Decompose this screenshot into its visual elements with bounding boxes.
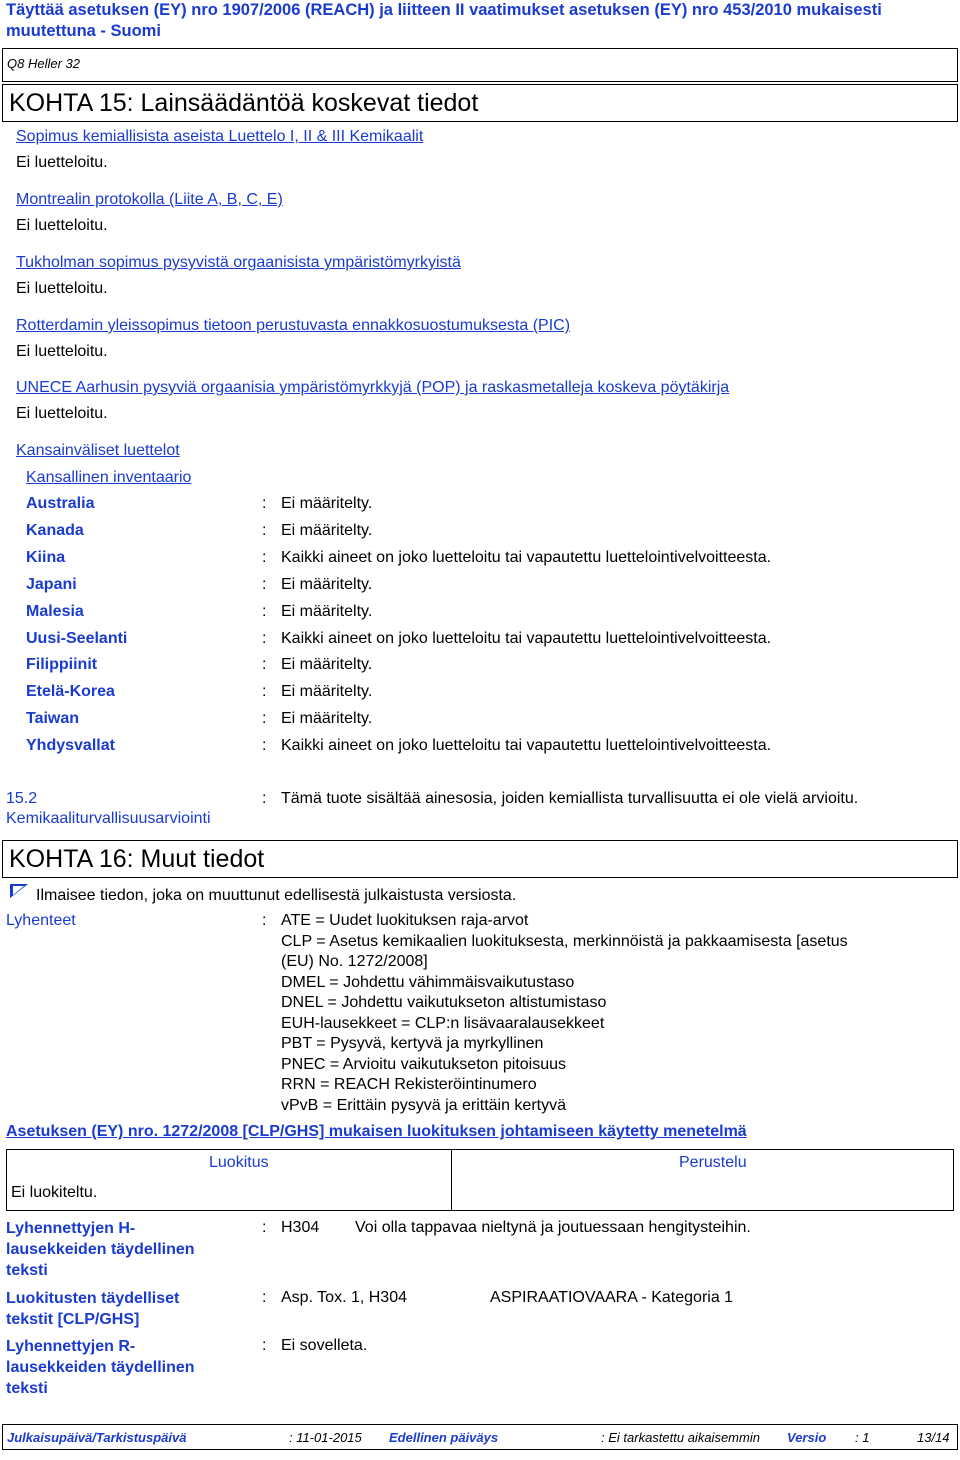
abbreviation-item: PNEC = Arvioitu vaikutukseton pitoisuus <box>281 1055 567 1073</box>
abbreviation-item: ATE = Uudet luokituksen raja-arvot <box>281 912 529 929</box>
product-name: Q8 Heller 32 <box>7 56 80 71</box>
convention-value-4: Ei luetteloitu. <box>16 343 108 360</box>
inventory-country: Taiwan <box>26 710 80 728</box>
inventory-value: Kaikki aineet on joko luetteloitu tai vapautettu luettelointivelvoitteesta. <box>281 737 772 755</box>
abbreviation-item: EUH-lausekkeet = CLP:n lisävaaralausekkeet <box>281 1014 605 1032</box>
r-colon: : <box>262 1337 267 1354</box>
inventory-colon: : <box>262 575 267 593</box>
inventory-value: Ei määritelty. <box>281 683 373 701</box>
inventory-country: Malesia <box>26 602 84 620</box>
method-heading: Asetuksen (EY) nro. 1272/2008 [CLP/GHS] mukaisen luokituksen johtamiseen käytetty menetelmä <box>6 1123 747 1140</box>
section-15-title <box>2 84 958 122</box>
abbreviation-item: DMEL = Johdettu vähimmäisvaikutustaso <box>281 973 575 991</box>
inventory-value: Ei määritelty. <box>281 602 373 620</box>
document-header: Täyttää asetuksen (EY) nro 1907/2006 (REACH) ja liitteen II vaatimukset asetuksen (EY) nro 453/2010 mukaisesti muutettuna - Suomi <box>6 1 882 40</box>
abbreviation-item: CLP = Asetus kemikaalien luokituksesta, merkinnöistä ja pakkaamisesta [asetus <box>281 932 848 950</box>
abbreviation-item: vPvB = Erittäin pysyvä ja erittäin kertyvä <box>281 1096 566 1114</box>
section-16-title-text: KOHTA 16: Muut tiedot <box>9 845 265 873</box>
csa-value: Tämä tuote sisältää ainesosia, joiden kemiallista turvallisuutta ei ole vielä arvioitu. <box>281 790 859 807</box>
abbreviation-item: DNEL = Johdettu vaikutukseton altistumistaso <box>281 994 607 1011</box>
abbreviations-colon: : <box>262 912 267 929</box>
inventory-country: Uusi-Seelanti <box>26 629 128 647</box>
convention-value-1: Ei luetteloitu. <box>16 154 108 171</box>
clp-texts-label: Luokitusten täydelliset tekstit [CLP/GHS] <box>6 1290 180 1328</box>
abbreviation-item: RRN = REACH Rekisteröintinumero <box>281 1076 537 1093</box>
footer-date-value: : 11-01-2015 <box>289 1430 362 1445</box>
convention-value-5: Ei luetteloitu. <box>16 405 108 422</box>
change-note: Ilmaisee tiedon, joka on muuttunut edellisestä julkaistusta versiosta. <box>36 887 517 904</box>
h-statements-label: Lyhennettyjen H- lausekkeiden täydellinen teksti <box>6 1220 195 1279</box>
csa-label: Kemikaaliturvallisuusarviointi <box>6 810 211 827</box>
inventory-colon: : <box>262 710 267 728</box>
inventory-value: Ei määritelty. <box>281 575 373 593</box>
inventory-colon: : <box>262 656 267 674</box>
abbreviations-label: Lyhenteet <box>6 912 76 929</box>
h-code: H304 <box>281 1219 320 1236</box>
abbreviations-list <box>281 911 848 1116</box>
convention-value-3: Ei luetteloitu. <box>16 280 108 297</box>
change-marker-icon <box>10 884 28 898</box>
national-inventory-heading: Kansallinen inventaario <box>26 469 192 486</box>
inventory-country: Etelä-Korea <box>26 683 115 701</box>
inventory-country: Australia <box>26 495 95 512</box>
inventory-colon: : <box>262 602 267 620</box>
inventory-colon: : <box>262 548 267 566</box>
inventory-colon: : <box>262 521 267 539</box>
convention-heading-1: Sopimus kemiallisista aseista Luettelo I, II & III Kemikaalit <box>16 128 424 145</box>
inventory-value: Ei määritelty. <box>281 495 373 512</box>
convention-heading-4: Rotterdamin yleissopimus tietoon perustuvasta ennakkosuostumuksesta (PIC) <box>16 317 571 334</box>
inventory-colon: : <box>262 495 267 512</box>
footer-prev-label: Edellinen päiväys <box>389 1430 499 1445</box>
table-row-value: Ei luokiteltu. <box>11 1184 98 1201</box>
inventory-colon: : <box>262 683 267 701</box>
abbreviation-item: (EU) No. 1272/2008] <box>281 953 428 970</box>
convention-value-2: Ei luetteloitu. <box>16 217 108 234</box>
inventory-country: Japani <box>26 575 77 593</box>
table-header-justification: Perustelu <box>679 1154 747 1171</box>
table-header-classification: Luokitus <box>209 1154 269 1171</box>
section-16-title <box>2 840 958 878</box>
r-phrases-label: Lyhennettyjen R- lausekkeiden täydellinen teksti <box>6 1338 195 1397</box>
footer <box>2 1424 958 1450</box>
footer-prev-value: : Ei tarkastettu aikaisemmin <box>601 1430 760 1445</box>
footer-date-label: Julkaisupäivä/Tarkistuspäivä <box>7 1430 187 1445</box>
convention-heading-2: Montrealin protokolla (Liite A, B, C, E) <box>16 191 283 208</box>
r-value: Ei sovelleta. <box>281 1337 368 1354</box>
clp-colon: : <box>262 1289 267 1306</box>
footer-version-value: : 1 <box>855 1430 870 1445</box>
convention-heading-5: UNECE Aarhusin pysyviä orgaanisia ympäristömyrkkyjä (POP) ja raskasmetalleja koskeva pöytäkirja <box>16 379 730 396</box>
h-colon: : <box>262 1219 267 1236</box>
inventory-country: Yhdysvallat <box>26 737 115 755</box>
inventory-colon: : <box>262 629 267 647</box>
clp-text: ASPIRAATIOVAARA - Kategoria 1 <box>490 1289 734 1306</box>
classification-table <box>6 1149 954 1211</box>
section-15-title-text: KOHTA 15: Lainsäädäntöä koskevat tiedot <box>9 89 479 117</box>
h-text: Voi olla tappavaa nieltynä ja joutuessaan hengitysteihin. <box>355 1219 751 1236</box>
inventory-value: Ei määritelty. <box>281 521 373 539</box>
inventory-country: Kanada <box>26 521 84 539</box>
csa-colon: : <box>262 790 267 807</box>
international-lists-heading: Kansainväliset luettelot <box>16 442 180 459</box>
product-name-box <box>2 48 958 82</box>
clp-code: Asp. Tox. 1, H304 <box>281 1289 407 1306</box>
footer-version-label: Versio <box>787 1430 827 1445</box>
abbreviation-item: PBT = Pysyvä, kertyvä ja myrkyllinen <box>281 1035 544 1052</box>
inventory-value: Ei määritelty. <box>281 656 373 674</box>
convention-heading-3: Tukholman sopimus pysyvistä orgaanisista ympäristömyrkyistä <box>16 254 461 271</box>
inventory-country: Kiina <box>26 548 66 566</box>
inventory-colon: : <box>262 737 267 755</box>
inventory-country: Filippiinit <box>26 656 98 674</box>
inventory-value: Ei määritelty. <box>281 710 373 728</box>
inventory-value: Kaikki aineet on joko luetteloitu tai vapautettu luettelointivelvoitteesta. <box>281 629 772 647</box>
csa-number: 15.2 <box>6 790 38 807</box>
inventory-value: Kaikki aineet on joko luetteloitu tai vapautettu luettelointivelvoitteesta. <box>281 548 772 566</box>
footer-page-number: 13/14 <box>917 1430 950 1445</box>
